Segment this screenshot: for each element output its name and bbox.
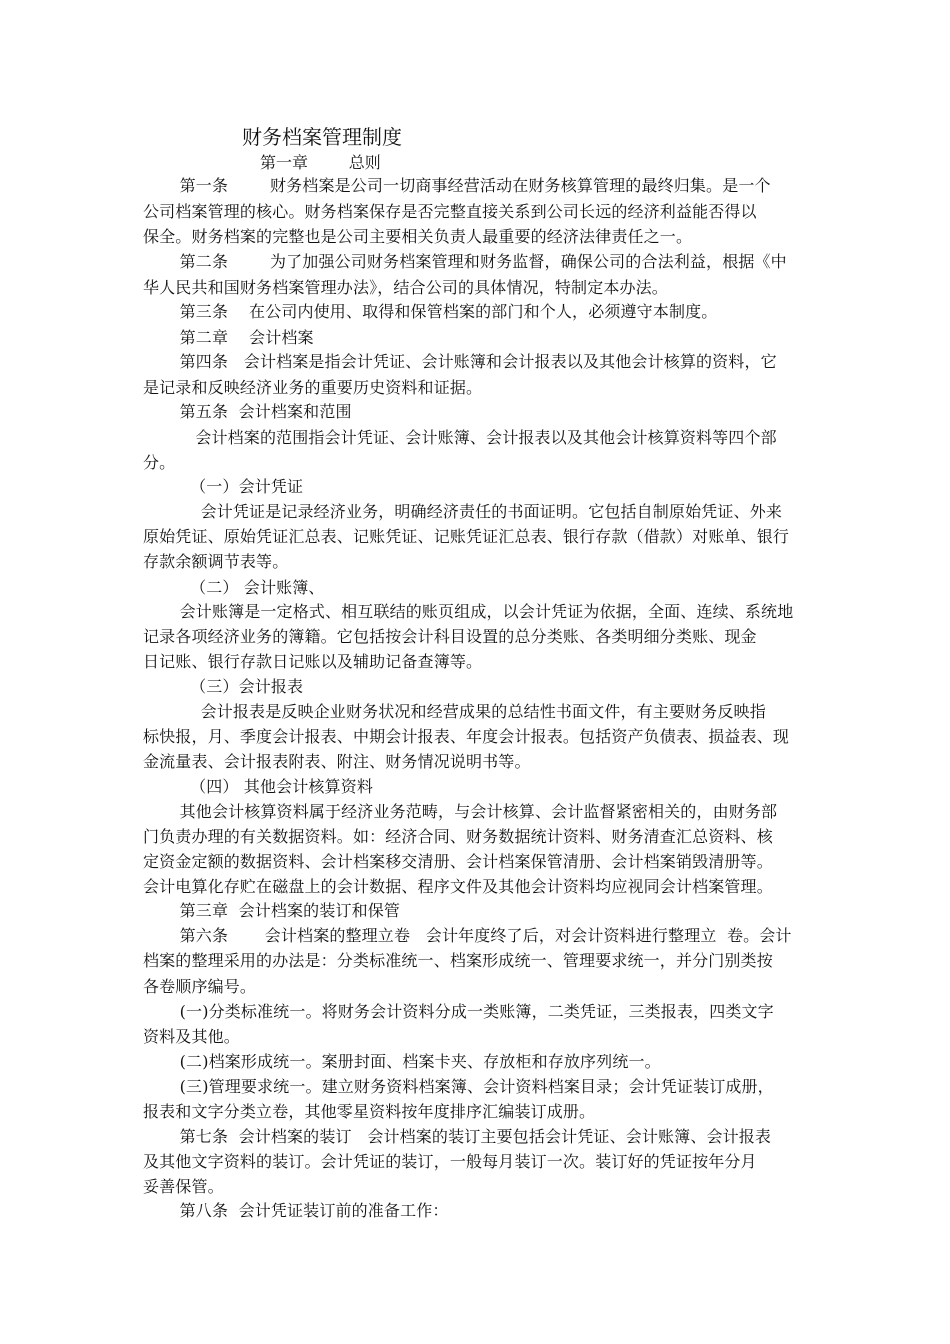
paragraph-line: (三)管理要求统一。建立财务资料档案簿、会计资料档案目录；会计凭证装订成册， xyxy=(143,1077,774,1096)
chapter-heading: 第一章 总则 xyxy=(260,153,381,172)
paragraph-line: 及其他文字资料的装订。会计凭证的装订，一般每月装订一次。装订好的凭证按年分月 xyxy=(143,1152,757,1171)
paragraph-line: 会计档案的范围指会计凭证、会计账簿、会计报表以及其他会计核算资料等四个部 xyxy=(143,428,777,447)
paragraph-line: 会计账簿是一定格式、相互联结的账页组成，以会计凭证为依据，全面、连续、系统地 xyxy=(143,602,794,621)
paragraph-line: 档案的整理采用的办法是：分类标准统一、档案形成统一、管理要求统一，并分门别类按 xyxy=(143,951,773,970)
paragraph-line: 华人民共和国财务档案管理办法》，结合公司的具体情况，特制定本办法。 xyxy=(143,278,668,297)
paragraph-line: 保全。财务档案的完整也是公司主要相关负责人最重要的经济法律责任之一。 xyxy=(143,227,693,246)
paragraph-line: 分。 xyxy=(143,453,176,472)
paragraph-line: 会计电算化存贮在磁盘上的会计数据、程序文件及其他会计资料均应视同会计档案管理。 xyxy=(143,877,773,896)
paragraph-line: 第八条 会计凭证装订前的准备工作： xyxy=(143,1201,449,1220)
paragraph-line: 其他会计核算资料属于经济业务范畴，与会计核算、会计监督紧密相关的，由财务部 xyxy=(143,802,778,821)
paragraph-line: 定资金定额的数据资料、会计档案移交清册、会计档案保管清册、会计档案销毁清册等。 xyxy=(143,852,773,871)
paragraph-line: 第七条 会计档案的装订 会计档案的装订主要包括会计凭证、会计账簿、会计报表 xyxy=(143,1127,772,1146)
paragraph-line: 报表和文字分类立卷，其他零星资料按年度排序汇编装订成册。 xyxy=(143,1102,596,1121)
paragraph-line: 会计凭证是记录经济业务，明确经济责任的书面证明。它包括自制原始凭证、外来 xyxy=(143,502,782,521)
paragraph-line: 是记录和反映经济业务的重要历史资料和证据。 xyxy=(143,378,483,397)
paragraph-line: 金流量表、会计报表附表、附注、财务情况说明书等。 xyxy=(143,752,531,771)
paragraph-line: 资料及其他。 xyxy=(143,1027,240,1046)
paragraph-line: 会计报表是反映企业财务状况和经营成果的总结性书面文件，有主要财务反映指 xyxy=(143,702,766,721)
paragraph-line: （一）会计凭证 xyxy=(143,477,304,496)
paragraph-line: 日记账、银行存款日记账以及辅助记备查簿等。 xyxy=(143,652,483,671)
paragraph-line: 妥善保管。 xyxy=(143,1177,224,1196)
paragraph-line: 各卷顺序编号。 xyxy=(143,977,257,996)
paragraph-line: 门负责办理的有关数据资料。如：经济合同、财务数据统计资料、财务清查汇总资料、核 xyxy=(143,827,773,846)
paragraph-line: 标快报，月、季度会计报表、中期会计报表、年度会计报表。包括资产负债表、损益表、现 xyxy=(143,727,790,746)
paragraph-line: 第三条 在公司内使用、取得和保管档案的部门和个人，必须遵守本制度。 xyxy=(143,302,718,321)
paragraph-line: 原始凭证、原始凭证汇总表、记账凭证、记账凭证汇总表、银行存款（借款）对账单、银行 xyxy=(143,527,790,546)
paragraph-line: 存款余额调节表等。 xyxy=(143,552,289,571)
paragraph-line: （三）会计报表 xyxy=(143,677,304,696)
paragraph-line: (二)档案形成统一。案册封面、档案卡夹、存放柜和存放序列统一。 xyxy=(143,1052,661,1071)
paragraph-line: 记录各项经济业务的簿籍。它包括按会计科目设置的总分类账、各类明细分类账、现金 xyxy=(143,627,757,646)
document-title: 财务档案管理制度 xyxy=(242,125,402,149)
paragraph-line: （二） 会计账簿、 xyxy=(143,578,325,597)
paragraph-line: （四） 其他会计核算资料 xyxy=(143,777,374,796)
paragraph-line: 第四条 会计档案是指会计凭证、会计账簿和会计报表以及其他会计核算的资料，它 xyxy=(143,352,777,371)
paragraph-line: 公司档案管理的核心。财务档案保存是否完整直接关系到公司长远的经济利益能否得以 xyxy=(143,202,757,221)
paragraph-line: 第二章 会计档案 xyxy=(143,328,314,347)
paragraph-line: 第三章 会计档案的装订和保管 xyxy=(143,901,401,920)
paragraph-line: 第二条 为了加强公司财务档案管理和财务监督，确保公司的合法利益，根据《中 xyxy=(143,252,787,271)
paragraph-line: 第六条 会计档案的整理立卷 会计年度终了后，对会计资料进行整理立 卷。会计 xyxy=(143,926,792,945)
paragraph-line: 第一条 财务档案是公司一切商事经营活动在财务核算管理的最终归集。是一个 xyxy=(143,176,771,195)
paragraph-line: (一)分类标准统一。将财务会计资料分成一类账簿，二类凭证，三类报表，四类文字 xyxy=(143,1002,774,1021)
paragraph-line: 第五条 会计档案和范围 xyxy=(143,402,352,421)
